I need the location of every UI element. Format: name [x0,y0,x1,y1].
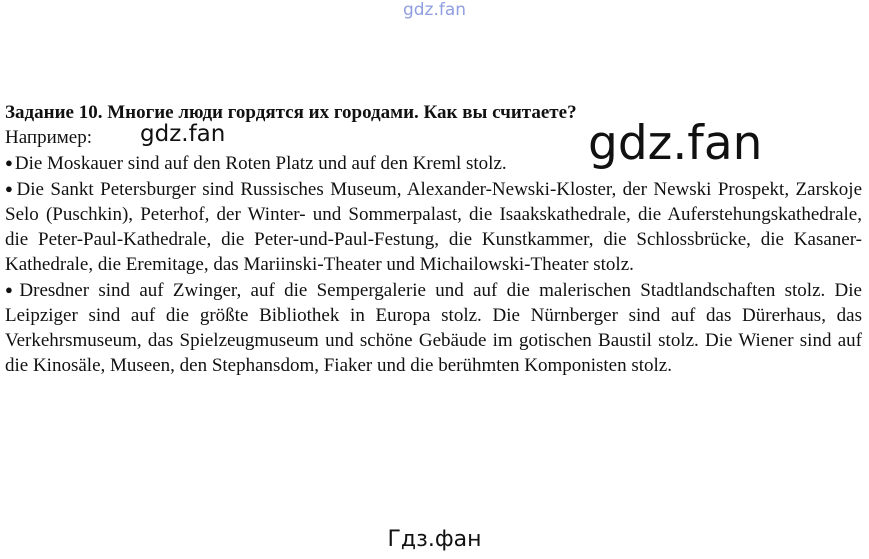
example-label: Например: [5,127,92,148]
list-item-text: Die Sankt Petersburger sind Russisches Museum, Alexander-Newski-Kloster, der Newski Prospekt, Zarskoje Selo (Puschkin), Peterhof, der Winter- und Sommerpalast, die Isaakskathedrale, die Auferstehungskathedrale, die Peter-Paul-Kathedrale, die Peter-und-Paul-Festung, die Kunstkammer, die Schlossbrücke, die Kasaner-Kathedrale, die Eremitage, das Mariinski-Theater und Michailowski-Theater stolz. [5,179,862,275]
list-item-text: Dresdner sind auf Zwinger, auf die Sempergalerie und auf die malerischen Stadtlandschaften stolz. Die Leipziger sind auf die größte Bibliothek in Europa stolz. Die Nürnberger sind auf das Dürerhaus, das Verkehrsmuseum, das Spielzeugmuseum und schöne Gebäude im gotischen Baustil stolz. Die Wiener sind auf die Kinosäle, Museen, den Stephansdom, Fiaker und die berühmten Komponisten stolz. [5,280,862,376]
watermark-bottom: Гдз.фан [387,527,482,552]
list-item [5,176,862,277]
bullet-icon: ● [5,181,15,196]
bullet-icon: ● [5,155,13,170]
watermark-top: gdz.fan [402,0,467,20]
task-heading: Задание 10. Многие люди гордятся их городами. Как вы считаете? [5,102,577,123]
watermark-small: gdz.fan [140,121,226,147]
list-item-text: Die Moskauer sind auf den Roten Platz und auf den Kreml stolz. [14,153,507,174]
list-item [5,277,862,378]
bullet-icon: ● [5,282,18,297]
watermark-big: gdz.fan [588,116,763,171]
